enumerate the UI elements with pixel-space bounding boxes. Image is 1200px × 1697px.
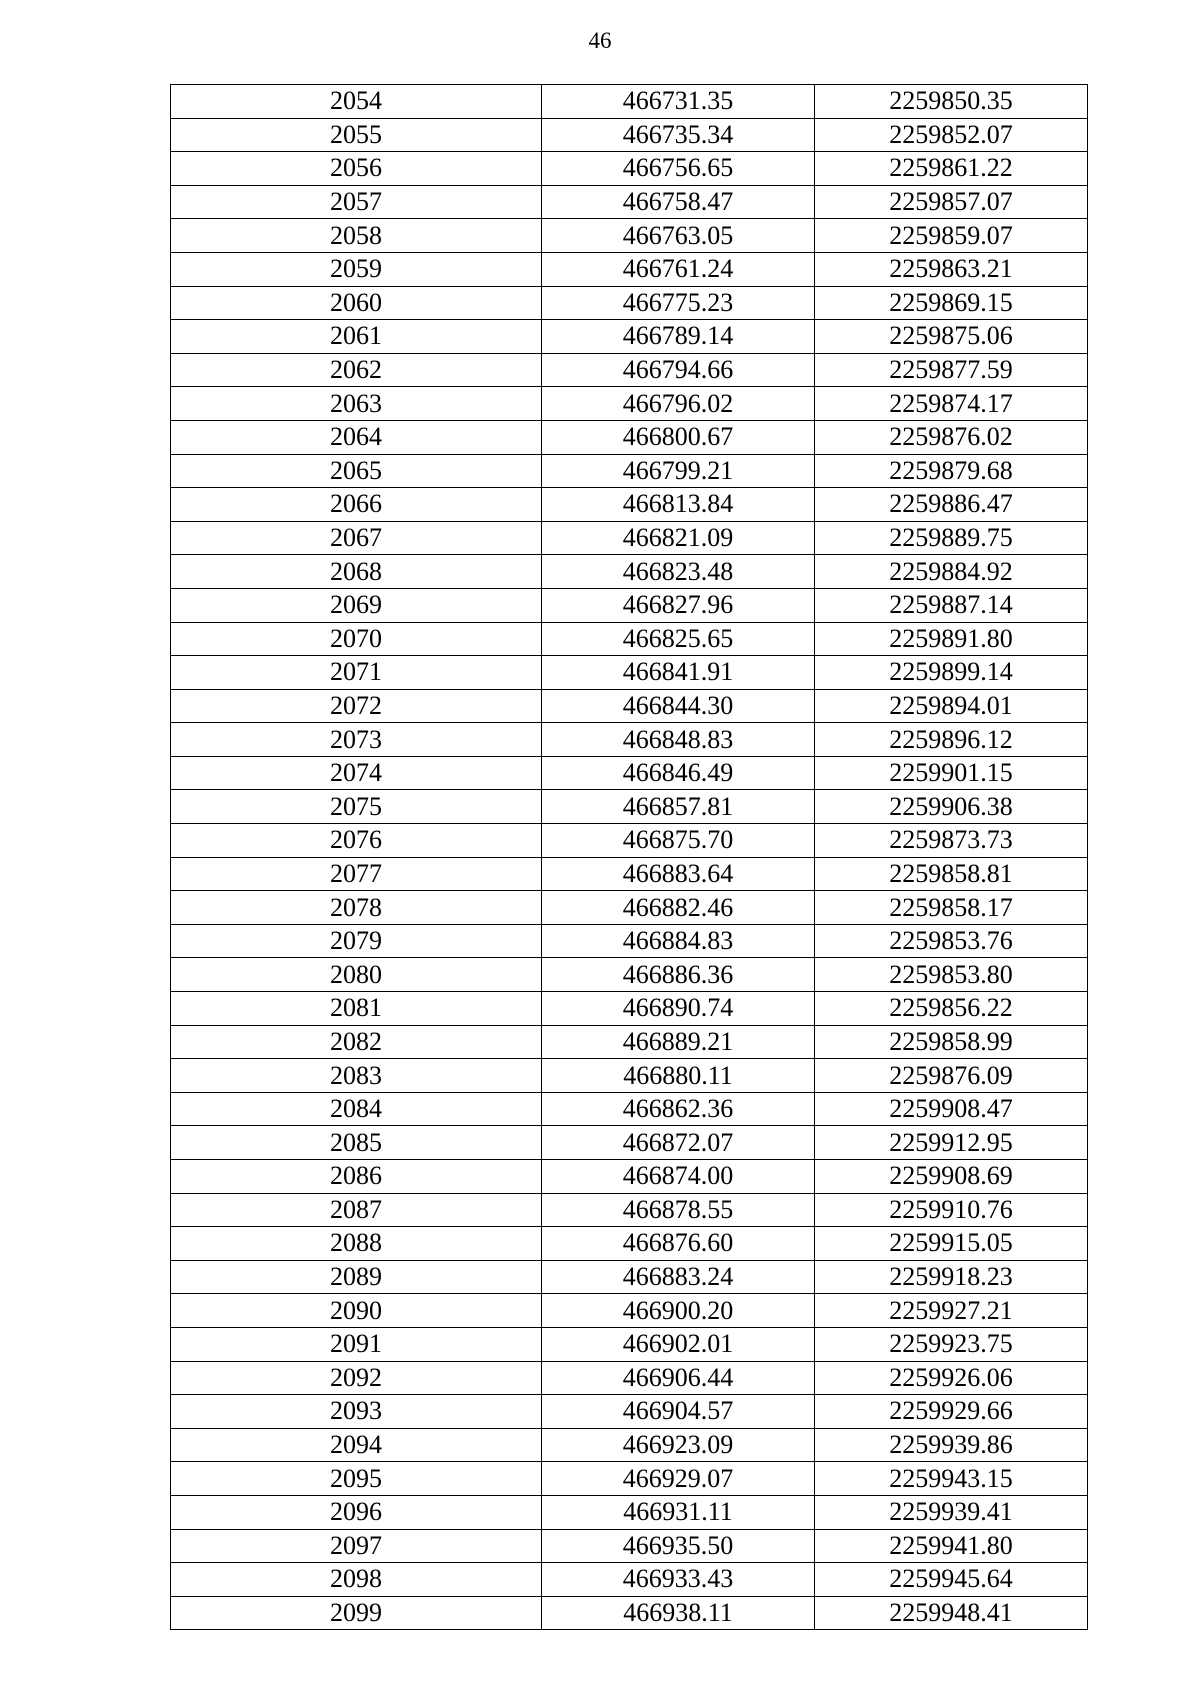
point-number-cell: 2076 [171,824,542,858]
x-coordinate-cell: 466731.35 [542,85,815,119]
table-row [171,252,1088,286]
y-coordinate-cell: 2259910.76 [815,1193,1088,1227]
y-coordinate-cell: 2259945.64 [815,1563,1088,1597]
x-coordinate-cell: 466756.65 [542,152,815,186]
table-row [171,1596,1088,1630]
point-number-cell: 2071 [171,656,542,690]
point-number-cell: 2061 [171,320,542,354]
point-number-cell: 2059 [171,252,542,286]
point-number-cell: 2088 [171,1227,542,1261]
table-row [171,992,1088,1026]
x-coordinate-cell: 466848.83 [542,723,815,757]
x-coordinate-cell: 466904.57 [542,1395,815,1429]
x-coordinate-cell: 466878.55 [542,1193,815,1227]
point-number-cell: 2066 [171,488,542,522]
point-number-cell: 2086 [171,1160,542,1194]
x-coordinate-cell: 466735.34 [542,118,815,152]
x-coordinate-cell: 466857.81 [542,790,815,824]
x-coordinate-cell: 466884.83 [542,924,815,958]
table-row [171,1428,1088,1462]
y-coordinate-cell: 2259927.21 [815,1294,1088,1328]
point-number-cell: 2075 [171,790,542,824]
point-number-cell: 2073 [171,723,542,757]
x-coordinate-cell: 466827.96 [542,588,815,622]
table-row [171,387,1088,421]
point-number-cell: 2096 [171,1495,542,1529]
point-number-cell: 2067 [171,521,542,555]
x-coordinate-cell: 466883.24 [542,1260,815,1294]
table-row [171,1395,1088,1429]
point-number-cell: 2055 [171,118,542,152]
point-number-cell: 2078 [171,891,542,925]
y-coordinate-cell: 2259879.68 [815,454,1088,488]
x-coordinate-cell: 466775.23 [542,286,815,320]
x-coordinate-cell: 466880.11 [542,1059,815,1093]
y-coordinate-cell: 2259856.22 [815,992,1088,1026]
y-coordinate-cell: 2259850.35 [815,85,1088,119]
x-coordinate-cell: 466872.07 [542,1126,815,1160]
table-row [171,689,1088,723]
point-number-cell: 2084 [171,1092,542,1126]
x-coordinate-cell: 466923.09 [542,1428,815,1462]
x-coordinate-cell: 466763.05 [542,219,815,253]
x-coordinate-cell: 466846.49 [542,756,815,790]
x-coordinate-cell: 466890.74 [542,992,815,1026]
point-number-cell: 2077 [171,857,542,891]
table-row [171,488,1088,522]
y-coordinate-cell: 2259859.07 [815,219,1088,253]
table-row [171,185,1088,219]
x-coordinate-cell: 466862.36 [542,1092,815,1126]
y-coordinate-cell: 2259939.41 [815,1495,1088,1529]
table-row [171,790,1088,824]
x-coordinate-cell: 466799.21 [542,454,815,488]
table-row [171,118,1088,152]
table-row [171,1529,1088,1563]
y-coordinate-cell: 2259876.02 [815,420,1088,454]
y-coordinate-cell: 2259908.47 [815,1092,1088,1126]
table-row [171,924,1088,958]
page-number: 46 [588,28,612,53]
point-number-cell: 2058 [171,219,542,253]
table-row [171,958,1088,992]
x-coordinate-cell: 466813.84 [542,488,815,522]
table-row [171,219,1088,253]
table-row [171,353,1088,387]
point-number-cell: 2094 [171,1428,542,1462]
table-row [171,420,1088,454]
table-row [171,1462,1088,1496]
y-coordinate-cell: 2259939.86 [815,1428,1088,1462]
y-coordinate-cell: 2259912.95 [815,1126,1088,1160]
point-number-cell: 2072 [171,689,542,723]
point-number-cell: 2057 [171,185,542,219]
coordinates-table [170,84,1088,1630]
y-coordinate-cell: 2259858.81 [815,857,1088,891]
table-row [171,1563,1088,1597]
x-coordinate-cell: 466823.48 [542,555,815,589]
y-coordinate-cell: 2259887.14 [815,588,1088,622]
point-number-cell: 2085 [171,1126,542,1160]
y-coordinate-cell: 2259853.76 [815,924,1088,958]
table-row [171,824,1088,858]
x-coordinate-cell: 466874.00 [542,1160,815,1194]
point-number-cell: 2064 [171,420,542,454]
x-coordinate-cell: 466789.14 [542,320,815,354]
point-number-cell: 2091 [171,1327,542,1361]
x-coordinate-cell: 466844.30 [542,689,815,723]
y-coordinate-cell: 2259915.05 [815,1227,1088,1261]
y-coordinate-cell: 2259926.06 [815,1361,1088,1395]
table-row [171,756,1088,790]
y-coordinate-cell: 2259923.75 [815,1327,1088,1361]
table-row [171,1495,1088,1529]
x-coordinate-cell: 466906.44 [542,1361,815,1395]
y-coordinate-cell: 2259869.15 [815,286,1088,320]
point-number-cell: 2079 [171,924,542,958]
table-row [171,521,1088,555]
point-number-cell: 2098 [171,1563,542,1597]
table-row [171,1126,1088,1160]
point-number-cell: 2069 [171,588,542,622]
point-number-cell: 2082 [171,1025,542,1059]
y-coordinate-cell: 2259852.07 [815,118,1088,152]
table-row [171,1260,1088,1294]
y-coordinate-cell: 2259861.22 [815,152,1088,186]
x-coordinate-cell: 466882.46 [542,891,815,925]
table-row [171,588,1088,622]
y-coordinate-cell: 2259908.69 [815,1160,1088,1194]
point-number-cell: 2083 [171,1059,542,1093]
table-row [171,1059,1088,1093]
table-row [171,622,1088,656]
table-row [171,1160,1088,1194]
y-coordinate-cell: 2259863.21 [815,252,1088,286]
table-row [171,320,1088,354]
x-coordinate-cell: 466931.11 [542,1495,815,1529]
table-row [171,723,1088,757]
table-row [171,152,1088,186]
y-coordinate-cell: 2259875.06 [815,320,1088,354]
y-coordinate-cell: 2259858.99 [815,1025,1088,1059]
table-row [171,85,1088,119]
y-coordinate-cell: 2259941.80 [815,1529,1088,1563]
y-coordinate-cell: 2259929.66 [815,1395,1088,1429]
x-coordinate-cell: 466886.36 [542,958,815,992]
point-number-cell: 2070 [171,622,542,656]
y-coordinate-cell: 2259894.01 [815,689,1088,723]
table-row [171,1361,1088,1395]
y-coordinate-cell: 2259918.23 [815,1260,1088,1294]
table-row [171,1294,1088,1328]
point-number-cell: 2063 [171,387,542,421]
point-number-cell: 2056 [171,152,542,186]
point-number-cell: 2065 [171,454,542,488]
table-row [171,1025,1088,1059]
x-coordinate-cell: 466800.67 [542,420,815,454]
y-coordinate-cell: 2259853.80 [815,958,1088,992]
x-coordinate-cell: 466841.91 [542,656,815,690]
y-coordinate-cell: 2259889.75 [815,521,1088,555]
coordinates-table-body [171,85,1088,1630]
table-row [171,857,1088,891]
point-number-cell: 2080 [171,958,542,992]
y-coordinate-cell: 2259873.73 [815,824,1088,858]
table-row [171,656,1088,690]
y-coordinate-cell: 2259876.09 [815,1059,1088,1093]
y-coordinate-cell: 2259877.59 [815,353,1088,387]
table-row [171,555,1088,589]
x-coordinate-cell: 466902.01 [542,1327,815,1361]
x-coordinate-cell: 466900.20 [542,1294,815,1328]
point-number-cell: 2054 [171,85,542,119]
x-coordinate-cell: 466935.50 [542,1529,815,1563]
y-coordinate-cell: 2259948.41 [815,1596,1088,1630]
table-row [171,1092,1088,1126]
y-coordinate-cell: 2259901.15 [815,756,1088,790]
x-coordinate-cell: 466933.43 [542,1563,815,1597]
point-number-cell: 2081 [171,992,542,1026]
point-number-cell: 2068 [171,555,542,589]
point-number-cell: 2097 [171,1529,542,1563]
x-coordinate-cell: 466821.09 [542,521,815,555]
point-number-cell: 2062 [171,353,542,387]
y-coordinate-cell: 2259858.17 [815,891,1088,925]
y-coordinate-cell: 2259899.14 [815,656,1088,690]
x-coordinate-cell: 466761.24 [542,252,815,286]
table-row [171,1193,1088,1227]
table-row [171,1227,1088,1261]
x-coordinate-cell: 466796.02 [542,387,815,421]
point-number-cell: 2089 [171,1260,542,1294]
y-coordinate-cell: 2259874.17 [815,387,1088,421]
y-coordinate-cell: 2259896.12 [815,723,1088,757]
table-row [171,286,1088,320]
y-coordinate-cell: 2259857.07 [815,185,1088,219]
point-number-cell: 2093 [171,1395,542,1429]
point-number-cell: 2074 [171,756,542,790]
x-coordinate-cell: 466929.07 [542,1462,815,1496]
x-coordinate-cell: 466889.21 [542,1025,815,1059]
y-coordinate-cell: 2259884.92 [815,555,1088,589]
point-number-cell: 2095 [171,1462,542,1496]
table-row [171,891,1088,925]
point-number-cell: 2092 [171,1361,542,1395]
x-coordinate-cell: 466794.66 [542,353,815,387]
point-number-cell: 2099 [171,1596,542,1630]
y-coordinate-cell: 2259891.80 [815,622,1088,656]
table-row [171,1327,1088,1361]
y-coordinate-cell: 2259886.47 [815,488,1088,522]
point-number-cell: 2087 [171,1193,542,1227]
y-coordinate-cell: 2259906.38 [815,790,1088,824]
point-number-cell: 2060 [171,286,542,320]
x-coordinate-cell: 466875.70 [542,824,815,858]
point-number-cell: 2090 [171,1294,542,1328]
x-coordinate-cell: 466876.60 [542,1227,815,1261]
x-coordinate-cell: 466883.64 [542,857,815,891]
x-coordinate-cell: 466938.11 [542,1596,815,1630]
x-coordinate-cell: 466825.65 [542,622,815,656]
table-row [171,454,1088,488]
y-coordinate-cell: 2259943.15 [815,1462,1088,1496]
x-coordinate-cell: 466758.47 [542,185,815,219]
